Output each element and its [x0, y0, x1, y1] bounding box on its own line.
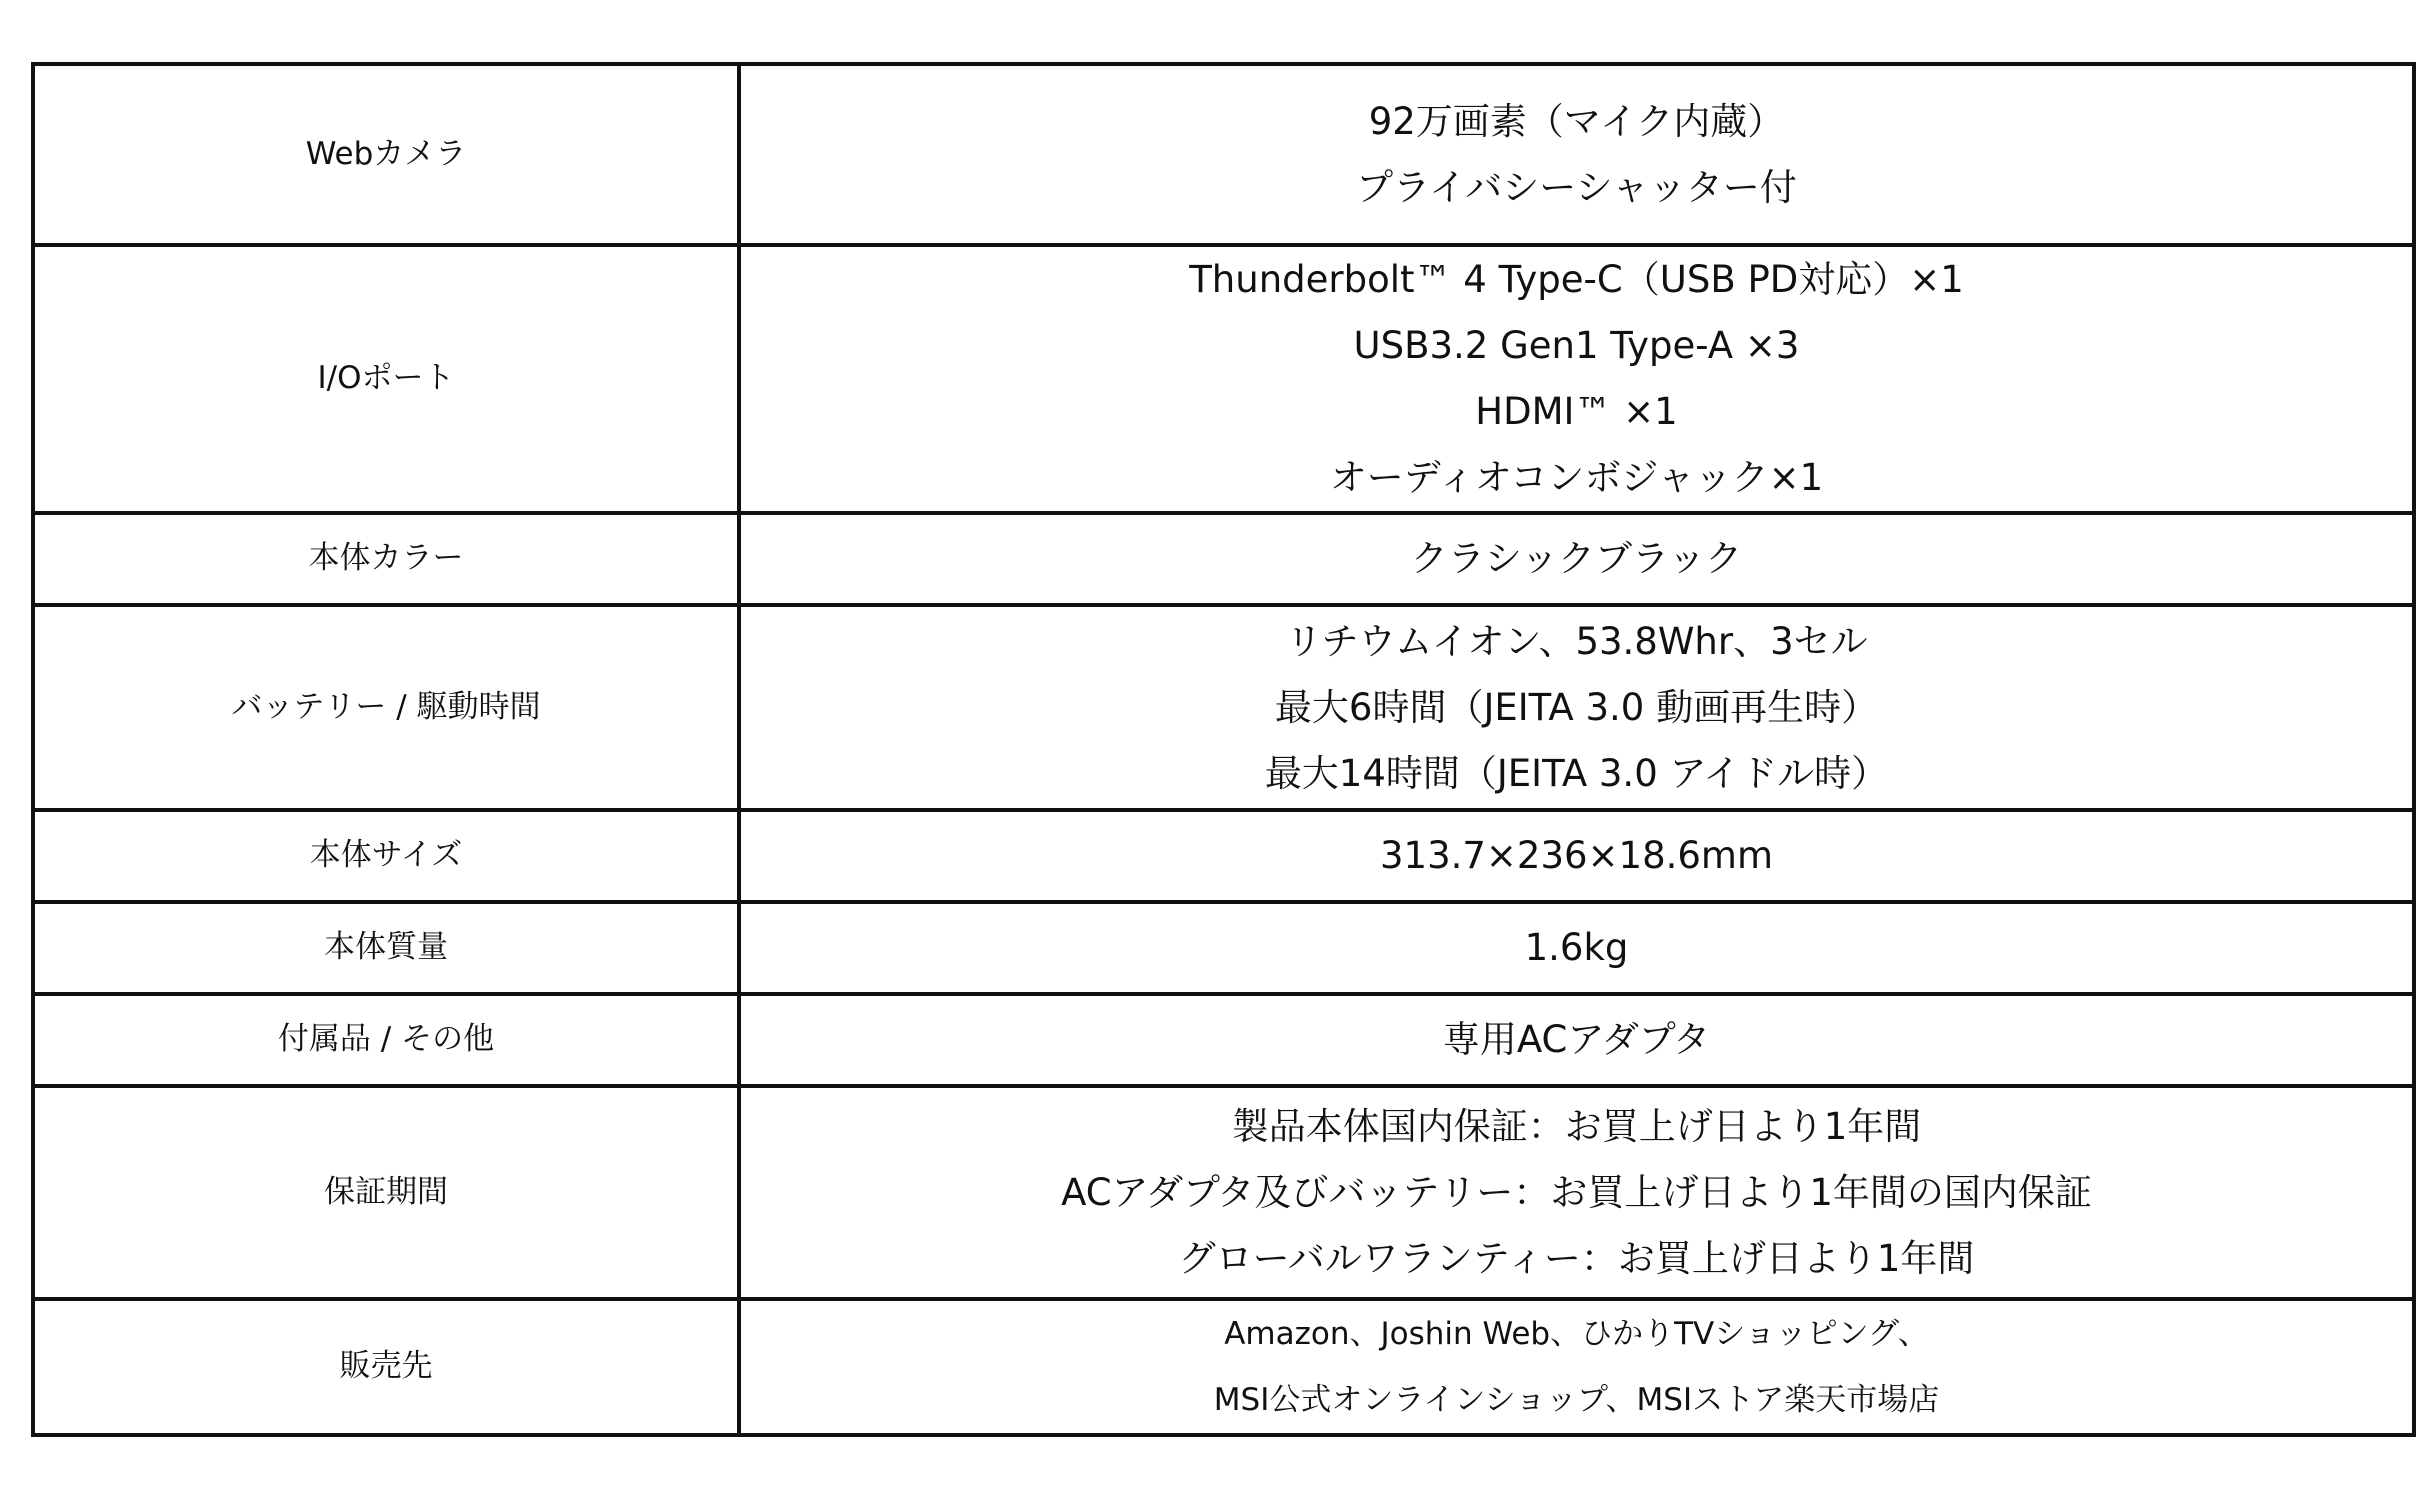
spec-value-io-ports [739, 245, 2414, 513]
spec-value-line: Thunderbolt™ 4 Type-C（USB PD対応）×1 [1189, 258, 1964, 301]
spec-row-warranty [33, 1086, 2414, 1299]
spec-row-battery [33, 605, 2414, 810]
spec-value-line: MSI公式オンラインショップ、MSIストア楽天市場店 [1213, 1382, 1940, 1418]
spec-value-line: 製品本体国内保証：お買上げ日より1年間 [1231, 1104, 1922, 1148]
spec-value-body-size [739, 810, 2414, 902]
spec-value-line: Amazon、Joshin Web、ひかりTVショッピング、 [1224, 1316, 1929, 1352]
spec-row-sellers [33, 1299, 2414, 1435]
spec-value-line: グローバルワランティー：お買上げ日より1年間 [1178, 1236, 1975, 1280]
spec-value-line: 1.6kg [1524, 926, 1629, 969]
spec-value-warranty [739, 1086, 2414, 1299]
spec-value-line: プライバシーシャッター付 [1356, 165, 1797, 209]
spec-row-body-size [33, 810, 2414, 902]
spec-value-battery [739, 605, 2414, 810]
spec-table [31, 62, 2416, 1437]
spec-row-body-weight [33, 902, 2414, 994]
spec-label-accessories: 付属品 / その他 [33, 994, 739, 1086]
spec-value-line: 最大14時間（JEITA 3.0 アイドル時） [1264, 751, 1889, 795]
spec-row-webcam [33, 64, 2414, 245]
spec-row-body-color [33, 513, 2414, 605]
spec-value-line: オーディオコンボジャック×1 [1329, 456, 1824, 499]
spec-value-line: 専用ACアダプタ [1442, 1018, 1711, 1061]
spec-value-accessories [739, 994, 2414, 1086]
spec-label-io-ports: I/Oポート [33, 245, 739, 513]
spec-label-body-size: 本体サイズ [33, 810, 739, 902]
spec-value-body-color [739, 513, 2414, 605]
spec-value-line: 92万画素（マイク内蔵） [1368, 99, 1785, 143]
spec-value-line: 最大6時間（JEITA 3.0 動画再生時） [1274, 685, 1879, 729]
spec-value-line: リチウムイオン、53.8Whr、3セル [1285, 619, 1868, 663]
spec-label-warranty: 保証期間 [33, 1086, 739, 1299]
spec-value-line: クラシックブラック [1410, 537, 1743, 580]
spec-label-body-weight: 本体質量 [33, 902, 739, 994]
spec-value-body-weight [739, 902, 2414, 994]
spec-value-webcam [739, 64, 2414, 245]
spec-label-body-color: 本体カラー [33, 513, 739, 605]
spec-label-battery: バッテリー / 駆動時間 [33, 605, 739, 810]
spec-label-webcam: Webカメラ [33, 64, 739, 245]
spec-value-line: ACアダプタ及びバッテリー：お買上げ日より1年間の国内保証 [1061, 1170, 2092, 1214]
spec-label-sellers: 販売先 [33, 1299, 739, 1435]
spec-value-line: HDMI™ ×1 [1475, 390, 1678, 433]
spec-row-io-ports [33, 245, 2414, 513]
spec-value-sellers [739, 1299, 2414, 1435]
spec-value-line: 313.7×236×18.6mm [1379, 834, 1774, 877]
spec-row-accessories [33, 994, 2414, 1086]
spec-value-line: USB3.2 Gen1 Type-A ×3 [1353, 324, 1800, 367]
